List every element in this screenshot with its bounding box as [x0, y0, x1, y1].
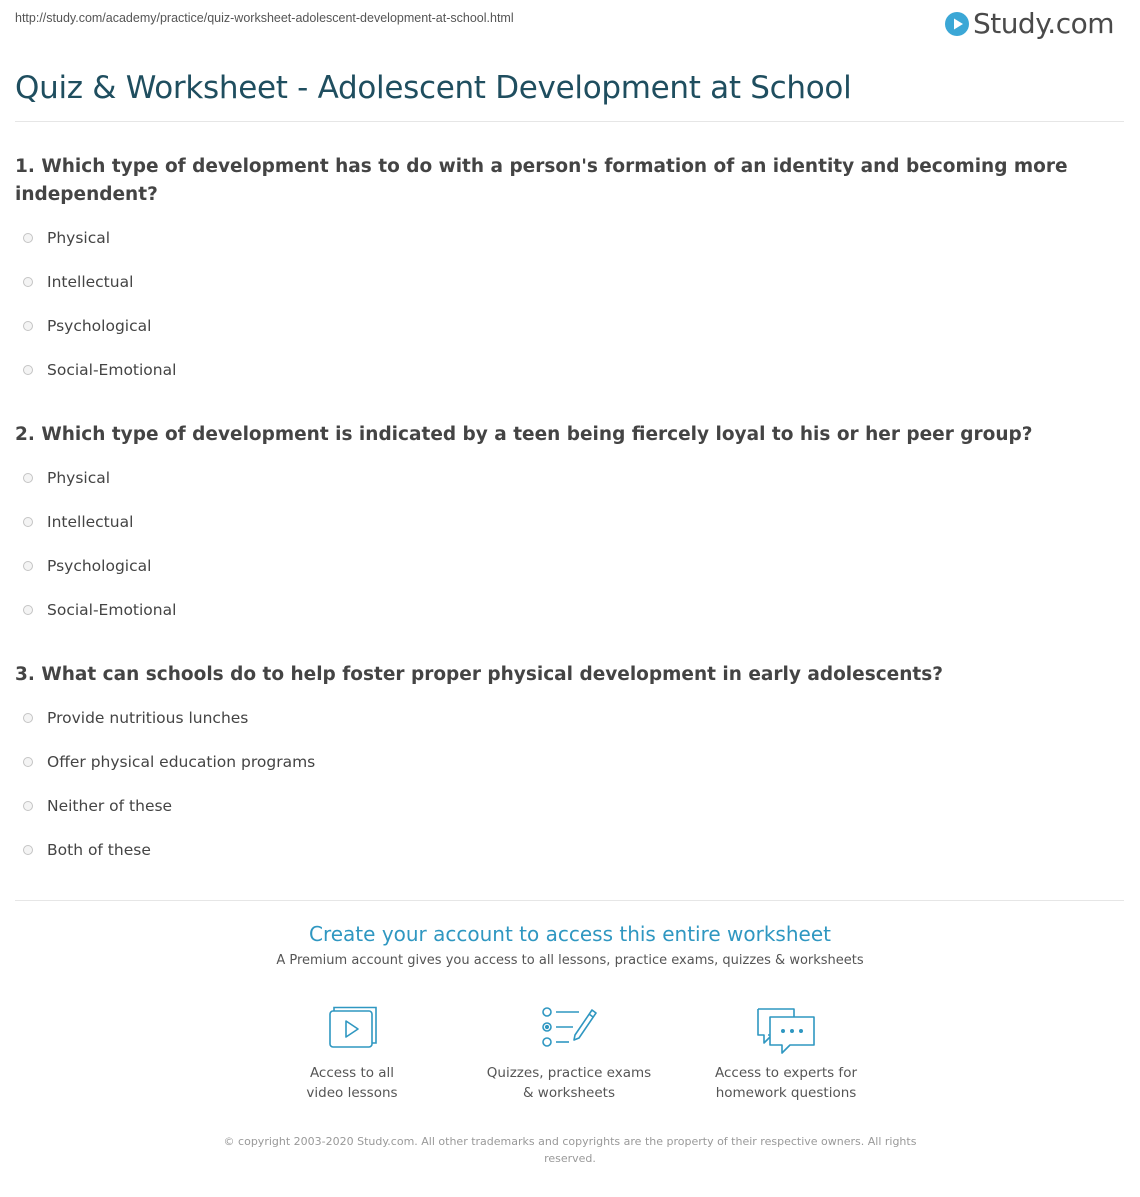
chat-bubbles-icon [754, 1005, 818, 1055]
cta-link[interactable]: Create your account to access this entire worksheet [309, 922, 831, 946]
quiz-checklist-icon [539, 1005, 599, 1051]
feature-line: Access to all [309, 1065, 395, 1081]
answer-label[interactable]: Psychological [47, 557, 152, 575]
feature-line: & worksheets [522, 1085, 615, 1101]
answer-option[interactable] [15, 784, 1095, 828]
answer-label[interactable]: Offer physical education programs [47, 753, 316, 771]
answer-option[interactable] [15, 544, 1095, 588]
answer-option[interactable] [15, 588, 1095, 632]
footer-line: © copyright 2003-2020 Study.com. All other trademarks and copyrights are the property of their respective owners. All rights [223, 1135, 917, 1148]
footer-line: reserved. [544, 1152, 596, 1165]
feature-line: Access to experts for [714, 1065, 857, 1081]
question-text: 1. Which type of development has to do with a person's formation of an identity and becoming more independent? [15, 156, 1068, 205]
radio-button-icon[interactable] [23, 365, 33, 375]
answer-option[interactable] [15, 260, 1095, 304]
radio-button-icon[interactable] [23, 233, 33, 243]
radio-button-icon[interactable] [23, 473, 33, 483]
answer-options [15, 216, 1095, 392]
radio-button-icon[interactable] [23, 801, 33, 811]
answer-option[interactable] [15, 500, 1095, 544]
page-title: Quiz & Worksheet - Adolescent Development at School [15, 70, 852, 106]
question-3 [15, 661, 1095, 872]
question-2 [15, 421, 1095, 632]
radio-button-icon[interactable] [23, 277, 33, 287]
answer-label[interactable]: Social-Emotional [47, 601, 177, 619]
play-circle-icon [944, 11, 970, 37]
feature-line: video lessons [306, 1085, 398, 1101]
question-1 [15, 153, 1095, 392]
divider [15, 121, 1124, 122]
answer-option[interactable] [15, 216, 1095, 260]
feature-quizzes [459, 1005, 679, 1103]
logo-text: Study.com [972, 7, 1114, 40]
answer-label[interactable]: Intellectual [47, 273, 134, 291]
answer-option[interactable] [15, 304, 1095, 348]
feature-video-lessons [242, 1005, 462, 1103]
page-url: http://study.com/academy/practice/quiz-worksheet-adolescent-development-at-school.html [15, 11, 514, 25]
answer-label[interactable]: Psychological [47, 317, 152, 335]
feature-line: homework questions [715, 1085, 857, 1101]
radio-button-icon[interactable] [23, 713, 33, 723]
radio-button-icon[interactable] [23, 845, 33, 855]
answer-option[interactable] [15, 348, 1095, 392]
answer-label[interactable]: Social-Emotional [47, 361, 177, 379]
answer-label[interactable]: Physical [47, 229, 111, 247]
radio-button-icon[interactable] [23, 605, 33, 615]
answer-option[interactable] [15, 456, 1095, 500]
copyright-footer [210, 1133, 930, 1167]
video-lessons-icon [324, 1005, 380, 1051]
divider [15, 900, 1124, 901]
radio-button-icon[interactable] [23, 517, 33, 527]
feature-experts [676, 1005, 896, 1103]
answer-label[interactable]: Provide nutritious lunches [47, 709, 249, 727]
feature-line: Quizzes, practice exams [486, 1065, 652, 1081]
answer-label[interactable]: Both of these [47, 841, 151, 859]
answer-label[interactable]: Intellectual [47, 513, 134, 531]
radio-button-icon[interactable] [23, 757, 33, 767]
study-logo[interactable] [944, 6, 1114, 42]
cta-subtitle: A Premium account gives you access to all lessons, practice exams, quizzes & worksheets [276, 953, 864, 968]
answer-options [15, 696, 1095, 872]
answer-option[interactable] [15, 740, 1095, 784]
answer-label[interactable]: Physical [47, 469, 111, 487]
question-text: 2. Which type of development is indicated by a teen being fiercely loyal to his or her peer group? [15, 424, 1033, 445]
answer-option[interactable] [15, 696, 1095, 740]
radio-button-icon[interactable] [23, 321, 33, 331]
answer-label[interactable]: Neither of these [47, 797, 173, 815]
question-text: 3. What can schools do to help foster proper physical development in early adolescents? [15, 664, 943, 685]
radio-button-icon[interactable] [23, 561, 33, 571]
answer-option[interactable] [15, 828, 1095, 872]
answer-options [15, 456, 1095, 632]
